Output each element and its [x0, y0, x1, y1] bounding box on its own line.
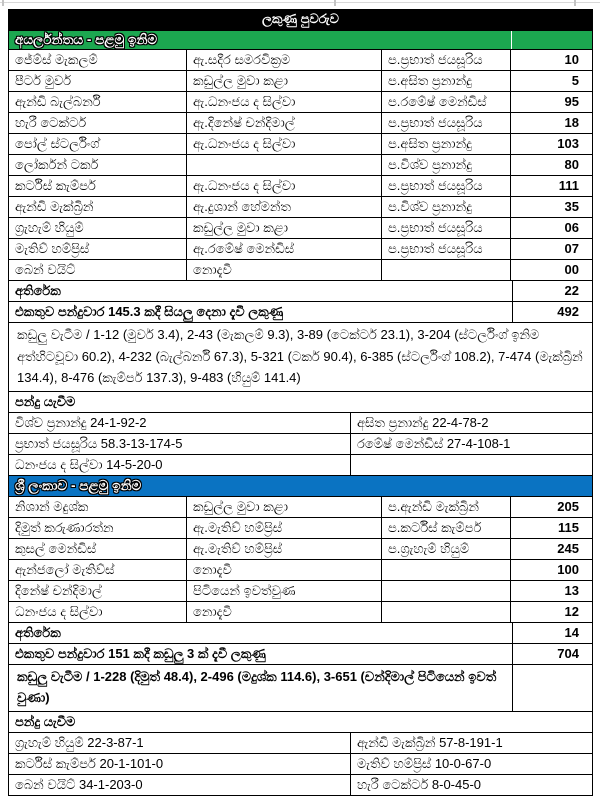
bowler [381, 560, 510, 580]
total-label: එකතුව පන්දුවාර 151 කදී කඩුලු 3 ක් දැවී ලකුණු [15, 645, 266, 661]
batting-row [9, 259, 592, 280]
dismissal: පිටියෙන් ඉවත්වුණ [186, 581, 381, 601]
extras-label: අතිරේක [15, 283, 61, 298]
bowling-figures: ඇන්ඩි මැක්බ්‍රින් 57-8-191-1 [350, 733, 592, 753]
batting-row [9, 496, 592, 517]
dismissal: ඇ.රමේෂ් මෙන්ඩිස් [186, 239, 381, 259]
cropped-top-tick [2, 0, 4, 6]
batsman-name: ග්‍රැහැම් හියුම් [15, 220, 84, 235]
runs: 35 [510, 197, 592, 217]
sri-lanka-innings-title: ශ්‍රී ලංකාව - පළමු ඉනිම [15, 477, 142, 493]
bowling-row [9, 732, 592, 753]
bowling-row [9, 433, 592, 454]
batsman-name: මැතිව් හම්ප්‍රිස් [15, 241, 90, 256]
runs: 103 [510, 134, 592, 154]
bowling-row [9, 454, 592, 475]
batting-row [9, 49, 592, 70]
total-runs: 704 [512, 644, 592, 664]
dismissal: ඇ.මැතිව් හම්ප්‍රිස් [186, 539, 381, 559]
batting-row [9, 91, 592, 112]
bowling-figures: බෙන් වයිට් 34-1-203-0 [15, 776, 143, 792]
fall-of-wickets-empty-cell [512, 665, 592, 711]
scoreboard-title-bar [9, 10, 592, 30]
extras-row [9, 280, 592, 301]
ireland-header-runs-cell [511, 31, 592, 49]
bowling-figures: රමේෂ් මෙන්ඩිස් 27-4-108-1 [350, 434, 592, 454]
batsman-name: ජේම්ස් මැකලම් [15, 52, 98, 67]
bowler [381, 260, 510, 280]
runs: 10 [510, 50, 592, 70]
bowler: ප.අසිත ප්‍රනාන්දු [381, 71, 510, 91]
batting-row [9, 196, 592, 217]
batting-row [9, 559, 592, 580]
bowler: ප.ප්‍රභාත් ජයසූරිය [381, 239, 510, 259]
extras-runs: 22 [512, 281, 592, 301]
bowling-figures: කර්ටිස් කැම්පර් 20-1-101-0 [15, 755, 164, 771]
batsman-name: පීටර් මුවර් [15, 73, 72, 88]
runs: 245 [510, 539, 592, 559]
fall-of-wickets-text: කඩුලු වැටීම / 1-228 (දිමුත් 48.4), 2-496 (මදුශ්ක 114.6), 3-651 (චන්දිමාල් පිටියෙන් ඉවත් වුණා) [17, 668, 497, 705]
dismissal: ඇ.ධනංජය ද සිල්වා [186, 134, 381, 154]
bowler: ප.ප්‍රභාත් ජයසූරිය [381, 50, 510, 70]
bowling-figures: හැරී ටෙක්ටර් 8-0-45-0 [350, 775, 592, 795]
batting-row [9, 538, 592, 559]
batsman-name: ලෝර්කන් ටකර් [15, 157, 99, 172]
runs: 06 [510, 218, 592, 238]
batting-row [9, 580, 592, 601]
batting-row [9, 175, 592, 196]
runs: 80 [510, 155, 592, 175]
dismissal: ඇ.දිනේෂ් චන්දිමාල් [186, 113, 381, 133]
cropped-top-tick [574, 0, 576, 6]
scoreboard-table [8, 9, 593, 796]
bowling-figures: මැතිව් හම්ප්‍රිස් 10-0-67-0 [350, 754, 592, 774]
bowler: ප.ප්‍රභාත් ජයසූරිය [381, 113, 510, 133]
dismissal: නොදැවී [186, 560, 381, 580]
bowling-header-row [9, 711, 592, 732]
dismissal: ඇ.මැතිව් හම්ප්‍රිස් [186, 518, 381, 538]
dismissal: ඇ.ධනංජය ද සිල්වා [186, 92, 381, 112]
total-runs: 492 [512, 302, 592, 322]
batting-row [9, 217, 592, 238]
bowler: ප.ප්‍රභාත් ජයසූරිය [381, 176, 510, 196]
dismissal: නොදැවී [186, 602, 381, 622]
bowler: ප.ග්‍රැහැම් හියුම් [381, 539, 510, 559]
batsman-name: නිශාන් මදුශ්ක [15, 498, 89, 514]
runs: 205 [510, 497, 592, 517]
batting-row [9, 112, 592, 133]
batsman-name: ධනංජය ද සිල්වා [15, 603, 103, 619]
bowling-header-row [9, 391, 592, 412]
fall-of-wickets-row [9, 664, 592, 711]
dismissal: ඇ.ධනංජය ද සිල්වා [186, 176, 381, 196]
batsman-name: කර්ටිස් කැම්පර් [15, 178, 96, 193]
ireland-innings-title: අයර්ලන්තය - පළමු ඉනිම [15, 32, 158, 47]
bowling-row [9, 774, 592, 795]
dismissal: කඩුල්ල මුවා කළා [186, 71, 381, 91]
batsman-name: පෝල් ස්ටර්ලිංග් [15, 136, 100, 151]
batsman-name: ඇන්ජලෝ මැතිව්ස් [15, 561, 115, 577]
runs: 18 [510, 113, 592, 133]
bowling-figures: ධනංජය ද සිල්වා 14-5-20-0 [15, 456, 163, 472]
total-label: එකතුව පන්දුවාර 145.3 කදී සියලු දෙනා දැවී ලකුණු [15, 304, 284, 319]
batting-row [9, 601, 592, 622]
runs: 12 [510, 602, 592, 622]
runs: 5 [510, 71, 592, 91]
extras-row [9, 622, 592, 643]
cropped-top-tick [334, 0, 336, 6]
bowling-row [9, 753, 592, 774]
bowling-header: පන්දු යැවීම [15, 713, 76, 729]
batsman-name: හැරී ටෙක්ටර් [15, 115, 87, 130]
runs: 111 [510, 176, 592, 196]
bowler [381, 581, 510, 601]
batsman-name: බෙන් වයිට් [15, 262, 76, 277]
batsman-name: දිනේෂ් චන්දිමාල් [15, 582, 102, 598]
runs: 00 [510, 260, 592, 280]
total-row [9, 643, 592, 664]
extras-runs: 14 [512, 623, 592, 643]
bowling-header: පන්දු යැවීම [15, 393, 76, 409]
extras-label: අතිරේක [15, 624, 61, 640]
bowler: ප.කර්ටිස් කැම්පර් [381, 518, 510, 538]
dismissal: ඇ.දුශාන් හේමන්ත [186, 197, 381, 217]
page-title: ලකුණු පුවරුව [261, 11, 340, 26]
sri-lanka-innings-header [9, 475, 592, 496]
total-row [9, 301, 592, 322]
bowler [381, 602, 510, 622]
runs: 100 [510, 560, 592, 580]
bowling-figures: අසිත ප්‍රනාන්දු 22-4-78-2 [350, 413, 592, 433]
cropped-top-border [0, 2, 600, 3]
bowler: ප.ප්‍රභාත් ජයසූරිය [381, 218, 510, 238]
dismissal: කඩුල්ල මුවා කළා [186, 497, 381, 517]
bowler: ප.විශ්ව ප්‍රනාන්දු [381, 197, 510, 217]
bowler: ප.අසිත ප්‍රනාන්දු [381, 134, 510, 154]
batting-row [9, 517, 592, 538]
runs: 115 [510, 518, 592, 538]
dismissal: නොදැවී [186, 260, 381, 280]
ireland-innings-header [9, 30, 592, 49]
bowling-figures: විශ්ව ප්‍රනාන්දු 24-1-92-2 [15, 414, 147, 430]
batting-row [9, 154, 592, 175]
bowling-figures: ප්‍රභාත් ජයසූරිය 58.3-13-174-5 [15, 435, 183, 451]
dismissal [186, 155, 381, 175]
bowler: ප.රමේෂ් මෙන්ඩිස් [381, 92, 510, 112]
batsman-name: ඇන්ඩි බැල්බර්නි [15, 94, 101, 109]
bowling-row [9, 412, 592, 433]
fall-of-wickets-row [9, 322, 592, 391]
batsman-name: දිමුත් කරුණාරත්න [15, 519, 114, 535]
bowler: ප.විශ්ව ප්‍රනාන්දු [381, 155, 510, 175]
batting-row [9, 70, 592, 91]
bowler: ප.ඇන්ඩි මැක්බ්‍රින් [381, 497, 510, 517]
runs: 13 [510, 581, 592, 601]
batsman-name: කුසල් මෙන්ඩිස් [15, 540, 97, 556]
runs: 95 [510, 92, 592, 112]
dismissal: ඇ.සදීර සමරවික්‍රම [186, 50, 381, 70]
batsman-name: ඇන්ඩි මැක්බ්‍රින් [15, 199, 94, 214]
batting-row [9, 133, 592, 154]
batting-row [9, 238, 592, 259]
bowling-figures: ග්‍රැහැම් හියුම් 22-3-87-1 [15, 734, 144, 750]
bowling-figures [350, 455, 592, 475]
dismissal: කඩුල්ල මුවා කළා [186, 218, 381, 238]
fall-of-wickets-text: කඩුලු වැටීම / 1-12 (මුවර් 3.4), 2-43 (මැකලම් 9.3), 3-89 (ටෙක්ටර් 23.1), 3-204 (ස්ටර්ලිංග් ඉනිම අත්හිටවූවා 60.2), 4-232 (බැල්බර්නි 67.3), 5-321 (ටකර් 90.4), 6-385 (ස්ටර්ලිංග් 108.2), 7-474 (මැක්බ්‍රින් 134.4), 8-476 (කැම්පර් 137.3), 9-483 (හියුම් 141.4) [17, 327, 583, 385]
runs: 07 [510, 239, 592, 259]
